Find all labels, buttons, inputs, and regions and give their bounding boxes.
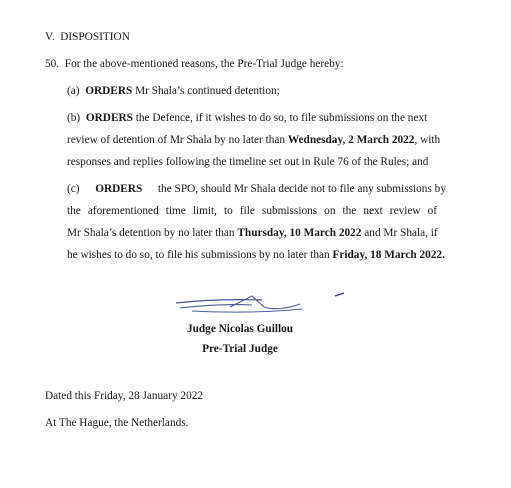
- item-a-orders: ORDERS: [85, 85, 133, 97]
- item-c-deadline-shala: Friday, 18 March 2022.: [332, 249, 445, 261]
- paragraph-number: 50.: [45, 58, 60, 70]
- order-item-c-line-3: [67, 226, 438, 240]
- item-c-line2: the aforementioned time limit, to file submissions on the next review of: [67, 205, 437, 217]
- item-b-deadline: Wednesday, 2 March 2022: [287, 134, 415, 146]
- item-b-line3: responses and replies following the timeline set out in Rule 76 of the Rules; and: [67, 156, 429, 168]
- item-b-label: (b): [67, 112, 81, 124]
- judge-name: [150, 322, 330, 336]
- item-a-label: (a): [67, 85, 80, 97]
- order-item-c-line-2: [67, 204, 446, 218]
- item-c-deadline-spo: Thursday, 10 March 2022: [237, 227, 362, 239]
- item-c-line3-mid: and Mr Shala, if: [364, 227, 438, 239]
- judge-title: [150, 342, 330, 356]
- judge-name-text: Judge Nicolas Guillou: [186, 323, 294, 335]
- item-b-line2-pre: review of detention of Mr Shala by no later than: [67, 134, 286, 146]
- section-number: V.: [45, 31, 55, 43]
- place-text: At The Hague, the Netherlands.: [45, 417, 189, 429]
- order-item-b-line-2: [67, 133, 440, 147]
- item-a-text: Mr Shala’s continued detention;: [135, 85, 280, 97]
- item-c-line4-pre: he wishes to do so, to file his submissions by no later than: [67, 249, 330, 261]
- item-c-line3-pre: Mr Shala’s detention by no later than: [67, 227, 235, 239]
- dated-text: Dated this Friday, 28 January 2022: [45, 390, 204, 402]
- section-heading: [45, 30, 130, 44]
- order-item-b-line-1: [67, 111, 427, 125]
- dated-line: [45, 389, 203, 403]
- order-item-c-line-1: [67, 182, 446, 196]
- paragraph-intro: [45, 57, 344, 71]
- item-b-orders: ORDERS: [85, 112, 133, 124]
- order-item-b-line-3: [67, 155, 428, 169]
- place-line: [45, 416, 188, 430]
- item-b-line1-text: the Defence, if it wishes to do so, to file submissions on the next: [135, 112, 428, 124]
- paragraph-intro-text: For the above-mentioned reasons, the Pre-Trial Judge hereby:: [64, 58, 344, 70]
- item-c-label: (c): [67, 183, 80, 195]
- item-b-line2-post: , with: [414, 134, 441, 146]
- judge-title-text: Pre-Trial Judge: [202, 343, 278, 355]
- item-c-orders: ORDERS: [95, 183, 143, 195]
- order-item-c-line-4: [67, 248, 445, 262]
- section-title: DISPOSITION: [60, 31, 130, 43]
- item-c-line1-text: the SPO, should Mr Shala decide not to file any submissions by: [157, 183, 446, 195]
- handwritten-signature: [172, 290, 352, 320]
- order-item-a: [67, 84, 280, 98]
